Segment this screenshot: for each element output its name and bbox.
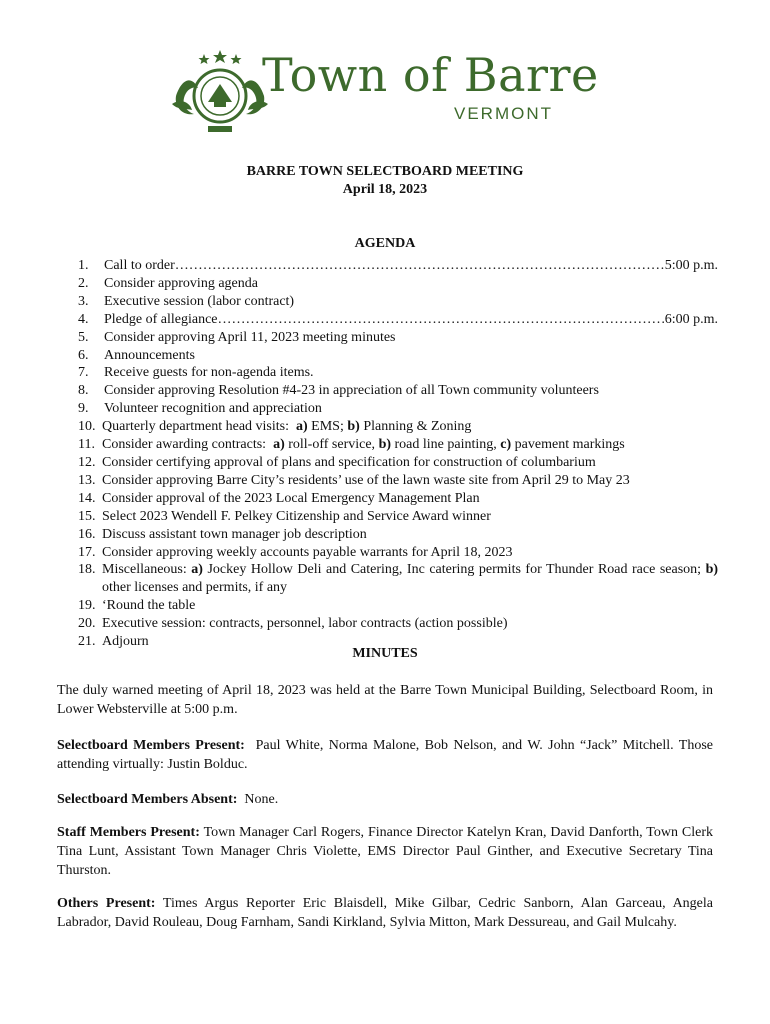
item-number: 9. [78,401,89,417]
item-text: Consider certifying approval of plans and specification for construction of columbarium [102,454,596,470]
item-text [102,436,718,454]
agenda-item-15 [78,508,718,526]
item-text: Adjourn [102,634,149,650]
item-number: 5. [78,329,89,345]
agenda-item-19 [78,597,718,615]
agenda-item-12 [78,454,718,472]
minutes-title: MINUTES [352,646,418,661]
option-a-marker: a) [191,562,203,578]
item-number: 20. [78,616,96,632]
members-absent-text: None. [244,792,279,807]
item-text [102,418,718,436]
agenda-title: AGENDA [354,236,416,251]
dot-leader [218,311,665,329]
item-number: 14. [78,490,96,506]
item-number: 15. [78,508,96,524]
item-prefix: Consider awarding contracts: [102,437,267,453]
members-present-label: Selectboard Members Present: [57,738,245,753]
agenda-item-17 [78,544,718,562]
agenda-item-5 [78,329,718,347]
agenda-item-11 [78,436,718,454]
staff-present-label: Staff Members Present: [57,825,200,840]
agenda-item-1 [78,257,718,275]
staff-present-text: Town Manager Carl Rogers, Finance Director Katelyn Kran, David Danforth, Town Clerk Tina Lunt, Assistant Town Manager Chris Violette, EMS Director Paul Ginther, and Executive Secretary Tina Thurston. [57,825,713,878]
town-logo [170,48,599,138]
agenda-item-4 [78,311,718,329]
agenda-item-18 [78,561,718,597]
item-text: Call to order [104,258,175,273]
item-time: 6:00 p.m. [664,311,718,327]
item-time: 5:00 p.m. [664,258,718,273]
item-text: Executive session (labor contract) [104,293,295,309]
option-a-text: EMS; [311,419,344,435]
agenda-item-20 [78,615,718,633]
option-c-text: pavement markings [514,437,625,453]
agenda-item-10 [78,418,718,436]
option-b-text: other licenses and permits, if any [102,580,288,596]
option-c-marker: c) [500,437,512,453]
item-number: 2. [78,275,89,291]
item-text [102,561,718,597]
agenda-item-14 [78,490,718,508]
agenda-item-2 [78,275,718,293]
others-present-label: Others Present: [57,896,156,911]
option-a-marker: a) [296,419,308,435]
staff-present [57,823,713,880]
item-number: 19. [78,598,96,614]
option-a-text: Jockey Hollow Deli and Catering, Inc catering permits for Thunder Road race season; [207,562,702,578]
item-text: Consider approving weekly accounts payable warrants for April 18, 2023 [102,544,513,560]
item-number: 12. [78,454,96,470]
agenda-item-13 [78,472,718,490]
item-number: 4. [78,311,89,327]
item-text: Consider approving Resolution #4-23 in appreciation of all Town community volunteers [104,383,599,399]
members-present [57,736,713,774]
item-text: Executive session: contracts, personnel, labor contracts (action possible) [102,616,508,632]
item-text: Receive guests for non-agenda items. [104,365,314,381]
item-text: Consider approving April 11, 2023 meeting minutes [104,329,396,345]
agenda-item-6 [78,347,718,365]
agenda-item-3 [78,293,718,311]
item-text: Discuss assistant town manager job description [102,526,367,542]
logo-wordmark: Town of Barre [262,48,599,102]
meeting-date: April 18, 2023 [342,182,428,197]
option-b-text: road line painting, [394,437,497,453]
item-number: 1. [78,258,89,273]
item-text: Pledge of allegiance [104,311,218,327]
agenda-item-9 [78,400,718,418]
members-present-text: Paul White, Norma Malone, Bob Nelson, and W. John “Jack” Mitchell. Those attending virtually: Justin Bolduc. [57,738,713,772]
item-number: 11. [78,437,95,453]
item-number: 13. [78,472,96,488]
item-text: Select 2023 Wendell F. Pelkey Citizenship and Service Award winner [102,508,491,524]
item-text: Volunteer recognition and appreciation [104,401,322,417]
item-number: 6. [78,347,89,363]
agenda-item-8 [78,382,718,400]
logo-subtitle: VERMONT [454,104,553,123]
others-present [57,894,713,932]
item-text: Consider approval of the 2023 Local Emergency Management Plan [102,490,480,506]
agenda-item-16 [78,526,718,544]
item-number: 8. [78,383,89,399]
item-number: 18. [78,562,96,578]
item-prefix: Quarterly department head visits: [102,419,289,435]
agenda-item-7 [78,364,718,382]
item-number: 21. [78,634,96,650]
agenda-list [78,257,718,651]
item-text: ‘Round the table [102,598,196,614]
option-a-text: roll-off service, [288,437,376,453]
others-present-text: Times Argus Reporter Eric Blaisdell, Mike Gilbar, Cedric Sanborn, Alan Garceau, Angela Labrador, David Rouleau, Doug Farnham, Sandi Kirkland, Sylvia Mitton, Mark Dessureau, and Gail Mulcahy. [57,896,713,930]
item-text: Consider approving agenda [104,275,258,291]
item-number: 16. [78,526,96,542]
item-number: 7. [78,365,89,381]
town-seal-icon [170,48,270,138]
meeting-title: BARRE TOWN SELECTBOARD MEETING [246,164,524,179]
item-text: Consider approving Barre City’s residents’ use of the lawn waste site from April 29 to May 23 [102,472,630,488]
minutes-intro: The duly warned meeting of April 18, 2023 was held at the Barre Town Municipal Building, Selectboard Room, in Lower Websterville at 5:00 p.m. [57,683,713,717]
item-text: Announcements [104,347,195,363]
members-absent-label: Selectboard Members Absent: [57,792,238,807]
item-prefix: Miscellaneous: [102,562,187,578]
members-absent [57,790,713,809]
option-b-marker: b) [705,562,718,578]
option-b-marker: b) [378,437,392,453]
item-number: 10. [78,419,96,435]
item-number: 3. [78,293,89,309]
item-number: 17. [78,544,96,560]
option-a-marker: a) [273,437,285,453]
dot-leader [175,257,665,275]
option-b-text: Planning & Zoning [363,419,472,435]
option-b-marker: b) [347,419,360,435]
